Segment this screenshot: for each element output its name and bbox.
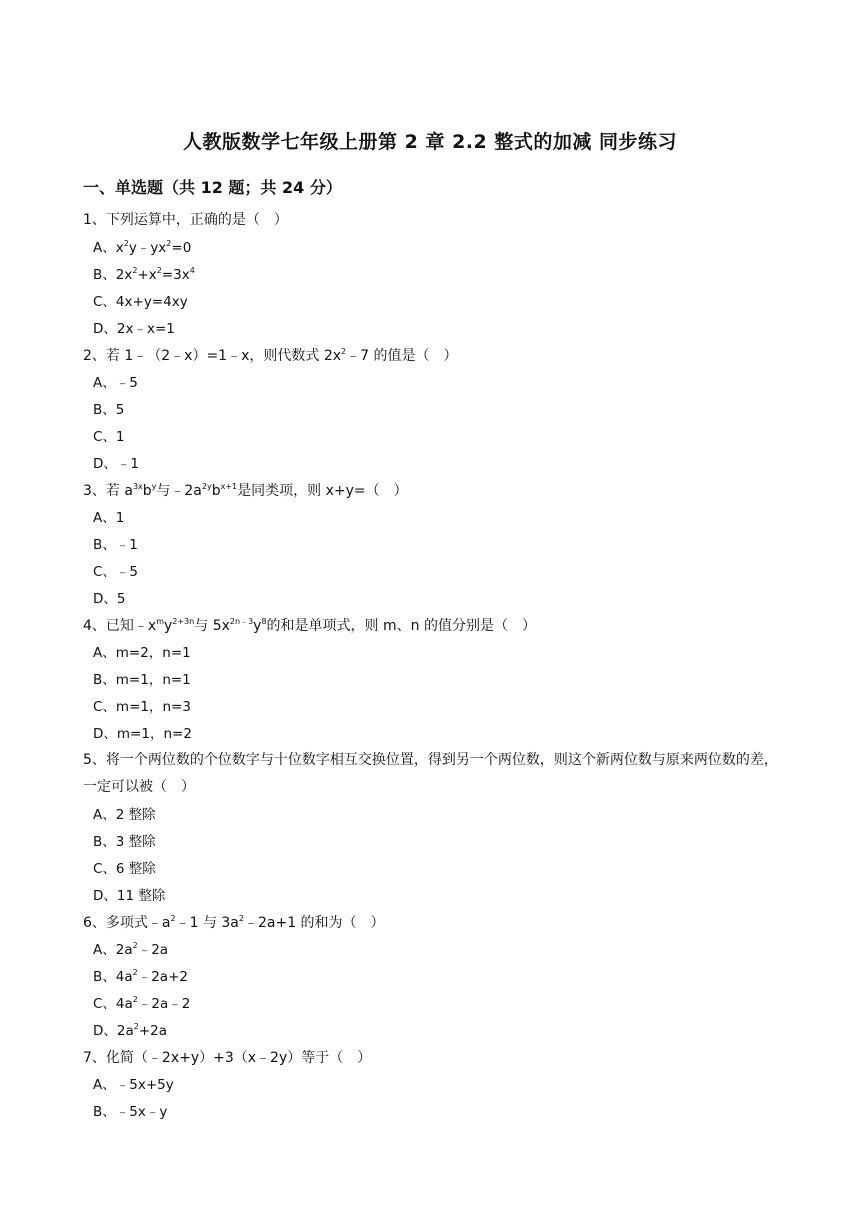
document-title: 人教版数学七年级上册第 2 章 2.2 整式的加减 同步练习 bbox=[183, 131, 677, 153]
q3-option-c: C、﹣5 bbox=[93, 564, 139, 580]
q4-option-d: D、m=1，n=2 bbox=[93, 726, 192, 742]
q4-option-b: B、m=1，n=1 bbox=[93, 672, 191, 688]
question-4: 4、已知$﹣x^my^{2+3n}$与 $5x^{2n﹣3}y^8$的和是单项式，则 m、n 的值分别是（ ） bbox=[83, 617, 536, 634]
q4-option-c: C、m=1，n=3 bbox=[93, 699, 191, 715]
q6-option-c: C、$4a^2﹣2a﹣2$ bbox=[93, 995, 191, 1012]
question-5: 5、将一个两位数的个位数字与十位数字相互交换位置，得到另一个两位数，则这个新两位数与原来两位数的差，一定可以被（ ） bbox=[83, 752, 778, 795]
q5-option-a: A、2 整除 bbox=[93, 807, 156, 823]
q6-option-d: D、$2a^2+2a$ bbox=[93, 1022, 168, 1039]
question-7: 7、化简（﹣2x+y）+3（x﹣2y）等于（ ） bbox=[83, 1050, 372, 1066]
q6-option-b: B、$4a^2﹣2a+2$ bbox=[93, 968, 188, 985]
section-heading: 一、单选题（共 12 题；共 24 分） bbox=[83, 178, 342, 197]
q1-option-d: D、2x﹣x=1 bbox=[93, 321, 175, 337]
question-3: 3、若 $a^{3x}b^y$与$﹣2a^{2y}b^{x+1}$是同类项，则 x+y=（ ） bbox=[83, 482, 408, 499]
q3-option-d: D、5 bbox=[93, 591, 126, 607]
q2-option-d: D、﹣1 bbox=[93, 456, 139, 472]
q7-option-b: B、﹣5x﹣y bbox=[93, 1104, 168, 1120]
question-6: 6、多项式$﹣a^2﹣1$ 与 $3a^2﹣2a+1$ 的和为（ ） bbox=[83, 914, 385, 931]
q2-option-c: C、1 bbox=[93, 429, 125, 445]
q3-option-b: B、﹣1 bbox=[93, 537, 138, 553]
q3-option-a: A、1 bbox=[93, 510, 125, 526]
q5-option-b: B、3 整除 bbox=[93, 834, 156, 850]
q5-option-c: C、6 整除 bbox=[93, 861, 156, 877]
question-1: 1、下列运算中，正确的是（ ） bbox=[83, 212, 288, 228]
question-2: 2、若 1﹣（2﹣x）=1﹣x，则代数式 $2x^2﹣7$ 的值是（ ） bbox=[83, 347, 458, 364]
q1-option-c: C、4x+y=4xy bbox=[93, 294, 188, 310]
q7-option-a: A、﹣5x+5y bbox=[93, 1077, 174, 1093]
q1-option-a: A、$x^2y﹣yx^2=0$ bbox=[93, 239, 192, 256]
q1-option-b: B、$2x^2+x^2=3x^4$ bbox=[93, 266, 195, 283]
q2-option-a: A、﹣5 bbox=[93, 375, 138, 391]
q2-option-b: B、5 bbox=[93, 402, 125, 418]
q4-option-a: A、m=2，n=1 bbox=[93, 645, 191, 661]
q5-option-d: D、11 整除 bbox=[93, 888, 166, 904]
q6-option-a: A、$2a^2﹣2a$ bbox=[93, 941, 169, 958]
